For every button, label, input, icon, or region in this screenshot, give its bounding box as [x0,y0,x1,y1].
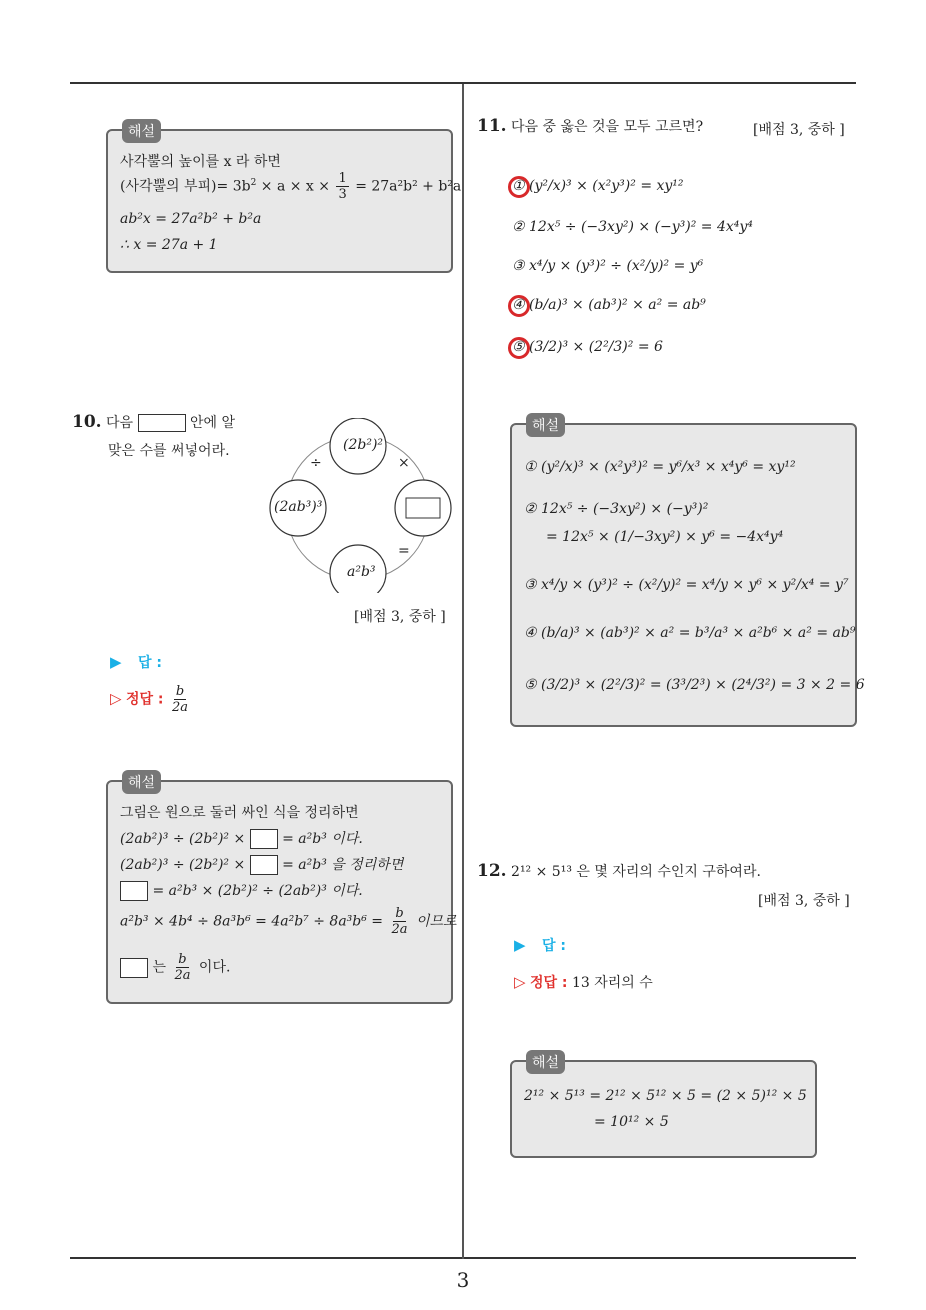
op-divide: ÷ [310,455,322,471]
q9-exp-line3: ab²x = 27a²b² + b²a [120,211,262,227]
explanation-tag: 해설 [526,413,565,437]
q10-correct-row: ▷ 정답 : $\frac{b}{2a}$ [110,684,189,715]
q12-explanation-box: 해설 2¹² × 5¹³ = 2¹² × 5¹² × 5 = (2 × 5)¹² × 5 = 10¹² × 5 [510,1060,817,1158]
q11-option-4: ④ (b/a)³ × (ab³)² × a² = ab⁹ [512,297,706,313]
diagram-bottom: a²b³ [347,564,376,580]
explanation-tag: 해설 [122,119,161,143]
q9-exp-line1: 사각뿔의 높이를 x 라 하면 [120,154,281,170]
q11-option-2: ② 12x⁵ ÷ (−3xy²) × (−y³)² = 4x⁴y⁴ [512,219,753,235]
q12-question: 12. 2¹² × 5¹³ 은 몇 자리의 수인지 구하여라. [477,861,761,881]
column-divider [462,84,464,1259]
q9-explanation-box [106,124,462,273]
q11-explanation-box: 해설 ① (y²/x)³ × (x²y³)² = y⁶/x³ × x⁴y⁶ = xy¹² ② 12x⁵ ÷ (−3xy²) × (−y³)² = 12x⁵ × (1/−3xy²) × y⁶ = −4x⁴y⁴ ③ x⁴/y × (y³)² ÷ (x²/y)² = x⁴/y × y⁶ × y²/x⁴ = y⁷ ④ (b/a)³ × (ab³)² × a² = b³/a³ × a²b⁶ × a² = ab⁹ ⑤ (3/2)³ × (2²/3)² = (3³/2³) × (2⁴/3²) = 3 × 2 = 6 [510,423,857,727]
op-equals: = [398,543,410,559]
q11-option-1: ① (y²/x)³ × (x²y³)² = xy¹² [512,178,684,194]
blank-box [138,414,186,432]
q10-question: 10. 다음 안에 알 [72,412,236,432]
q10-explanation-box: 해설 그림은 원으로 둘러 싸인 식을 정리하면 (2ab²)³ ÷ (2b²)² × = a²b³ 이다. (2ab²)³ ÷ (2b²)² × = a²b³ 을 정리하면 = a²b³ × (2b²)² ÷ (2ab²)³ 이다. a²b³ × 4b⁴ ÷ 8a³b⁶ = 4a²b⁷ ÷ 8a³b⁶ = $\frac{b}{2a}$ 이므로 는 $\frac{b}{2a}$ 이다. [106,780,453,1004]
q11-option-5: ⑤ (3/2)³ × (2²/3)² = 6 [512,339,663,355]
q12-answer-row: ▶ 답 : [514,936,566,954]
q11-question: 11. 다음 중 옳은 것을 모두 고르면? [477,116,704,136]
diagram-top: (2b²)² [343,437,384,453]
q9-exp-line4: ∴ x = 27a + 1 [120,237,218,253]
diagram-left: (2ab³)³ [274,499,323,515]
q11-option-3: ③ x⁴/y × (y³)² ÷ (x²/y)² = y⁶ [512,258,704,274]
triangle-outline-icon: ▷ [110,689,122,708]
play-icon: ▶ [110,653,122,671]
q11-score: [배점 3, 중하 ] [753,122,845,138]
q12-score: [배점 3, 중하 ] [758,893,850,909]
q9-exp-line2: (사각뿔의 부피)= $3b^2 \times a \times x$ × $\frac{1}{3}$ = 27a²b² + b²a [120,171,462,202]
q10-number: 10. [72,412,102,432]
op-multiply: × [398,455,410,471]
q10-answer-row: ▶ 답 : [110,653,162,671]
explanation-tag: 해설 [526,1050,565,1074]
page-number: 3 [456,1268,470,1292]
q12-correct-row: ▷ 정답 : 13 자리의 수 [514,973,653,991]
explanation-tag: 해설 [122,770,161,794]
q10-score: [배점 3, 중하 ] [354,609,446,625]
q10-question-line2: 맞은 수를 써넣어라. [108,443,230,459]
